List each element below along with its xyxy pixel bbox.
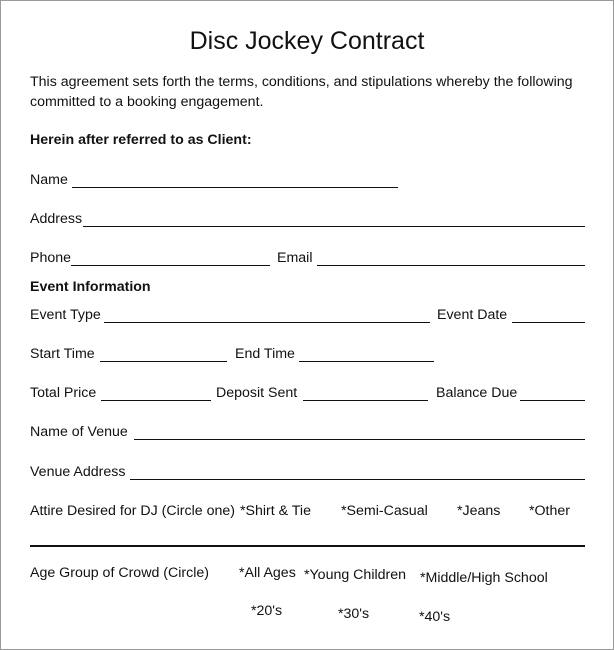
balance-due-field-line[interactable] [520, 400, 585, 401]
address-label: Address [30, 211, 83, 227]
intro-paragraph: This agreement sets forth the terms, conditions, and stipulations whereby the following committed to a booking engagement. [30, 74, 573, 110]
end-time-field-line[interactable] [299, 361, 434, 362]
start-time-field-line[interactable] [100, 361, 227, 362]
event-date-field-line[interactable] [512, 322, 585, 323]
section-divider [30, 545, 585, 547]
attire-option-shirt-tie[interactable]: *Shirt & Tie [240, 503, 311, 519]
deposit-sent-field-line[interactable] [303, 400, 428, 401]
age-option-30s[interactable]: *30's [338, 606, 370, 622]
client-heading: Herein after referred to as Client: [30, 132, 252, 148]
event-heading: Event Information [30, 279, 151, 295]
attire-option-semi-casual[interactable]: *Semi-Casual [341, 503, 428, 519]
email-label: Email [277, 250, 313, 266]
venue-name-field-line[interactable] [134, 439, 585, 440]
name-label: Name [30, 172, 68, 188]
start-time-label: Start Time [30, 346, 95, 362]
attire-option-other[interactable]: *Other [529, 503, 571, 519]
age-option-20s[interactable]: *20's [251, 603, 283, 619]
attire-option-jeans[interactable]: *Jeans [457, 503, 501, 519]
address-field-line[interactable] [83, 226, 585, 227]
name-field-line[interactable] [72, 187, 398, 188]
total-price-field-line[interactable] [101, 400, 211, 401]
age-group-label: Age Group of Crowd (Circle) [30, 565, 209, 581]
end-time-label: End Time [235, 346, 295, 362]
event-type-field-line[interactable] [104, 322, 430, 323]
total-price-label: Total Price [30, 385, 97, 401]
event-date-label: Event Date [437, 307, 508, 323]
age-option-40s[interactable]: *40's [419, 609, 451, 625]
age-option-middle-high-school[interactable]: *Middle/High School [420, 570, 548, 586]
document-title: Disc Jockey Contract [189, 27, 425, 55]
balance-due-label: Balance Due [436, 385, 518, 401]
phone-label: Phone [30, 250, 72, 266]
age-option-all-ages[interactable]: *All Ages [239, 565, 296, 581]
deposit-sent-label: Deposit Sent [216, 385, 298, 401]
venue-address-field-line[interactable] [130, 479, 585, 480]
email-field-line[interactable] [317, 265, 585, 266]
phone-field-line[interactable] [71, 265, 270, 266]
attire-label: Attire Desired for DJ (Circle one) [30, 503, 235, 519]
venue-address-label: Venue Address [30, 464, 126, 480]
event-type-label: Event Type [30, 307, 101, 323]
age-option-young-children[interactable]: *Young Children [304, 567, 407, 583]
venue-name-label: Name of Venue [30, 424, 128, 440]
